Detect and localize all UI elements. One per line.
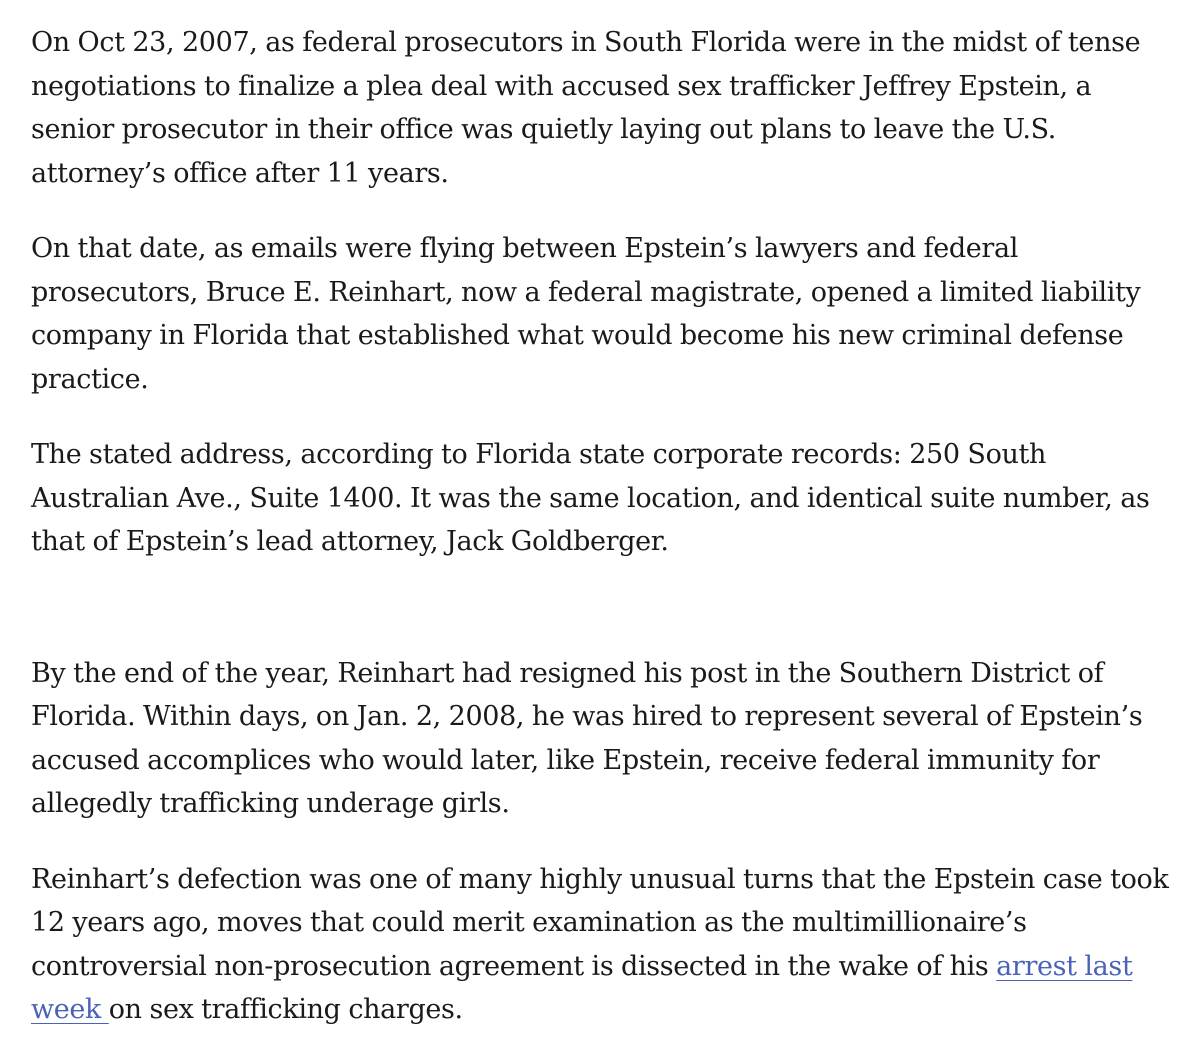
paragraph-5-text-after-link: on sex trafficking charges.: [108, 994, 463, 1025]
paragraph-3: The stated address, according to Florida state corporate records: 250 South Australian Ave., Suite 1400. It was the same location, and identical suite number, as that of Epstein’s lead attorney, Jack Goldberger.: [31, 439, 1150, 557]
paragraph-1: On Oct 23, 2007, as federal prosecutors in South Florida were in the midst of tense negotiations to finalize a plea deal with accused sex trafficker Jeffrey Epstein, a senior prosecutor in their office was quietly laying out plans to leave the U.S. attorney’s office after 11 years.: [31, 27, 1141, 189]
paragraph-5-text-before-link: Reinhart’s defection was one of many highly unusual turns that the Epstein case took 12 years ago, moves that could merit examination as the multimillionaire’s controversial non-prosecution agreement is dissected in the wake of his: [31, 863, 1169, 982]
arrest-last-week-link[interactable]: arrest last week: [31, 950, 1133, 1025]
paragraph-2: On that date, as emails were flying between Epstein’s lawyers and federal prosecutors, Bruce E. Reinhart, now a federal magistrate, opened a limited liability company in Florida that established what would become his new criminal defense practice.: [31, 233, 1141, 395]
paragraph-4: By the end of the year, Reinhart had resigned his post in the Southern District of Florida. Within days, on Jan. 2, 2008, he was hired to represent several of Epstein’s accused accomplices who would later, like Epstein, receive federal immunity for allegedly trafficking underage girls.: [31, 657, 1143, 819]
paragraph-5: [31, 858, 1181, 1032]
article-body: [31, 21, 1181, 1064]
